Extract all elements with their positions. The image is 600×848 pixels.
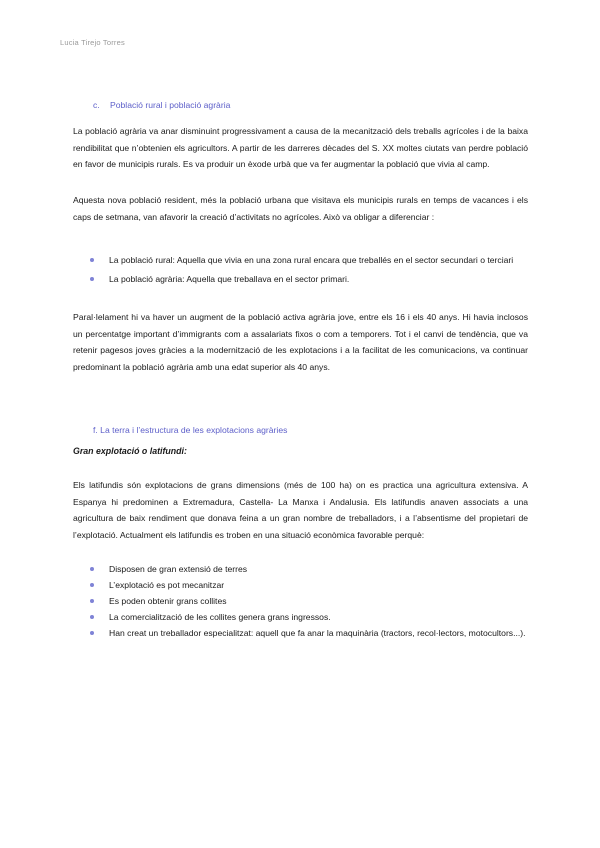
bullet-icon xyxy=(90,277,94,281)
bullet-list xyxy=(73,252,528,287)
bullet-list xyxy=(73,561,528,641)
paragraph: La població agrària va anar disminuint progressivament a causa de la mecanització dels treballs agrícoles i de la baixa rendibilitat que n’obtenien els agricultors. A partir de les darreres dècades del S. XX moltes ciutats van perdre població en favor de municipis rurals. Es va produir un èxode urbà que va fer augmentar la població que vivia al camp. xyxy=(73,126,528,169)
bullet-icon xyxy=(90,599,94,603)
section-c-heading xyxy=(93,100,230,110)
paragraph: Els latifundis són explotacions de grans dimensions (més de 100 ha) on es practica una agricultura extensiva. A Espanya hi predominen a Extremadura, Castella- La Manxa i Andalusia. Els latifundis anaven associats a una agricultura de baix rendiment que donava feina a un gran nombre de treballadors, i a l’absentisme del propietari de l’explotació. Actualment els latifundis es troben en una situació econòmica favorable perquè: xyxy=(73,480,528,540)
list-item: Es poden obtenir grans collites xyxy=(73,593,528,609)
section-c-letter: c. xyxy=(93,100,100,110)
bullet-icon xyxy=(90,583,94,587)
bullet-icon xyxy=(90,258,94,262)
subheading: Gran explotació o latifundi: xyxy=(73,446,187,456)
paragraph: Aquesta nova població resident, més la població urbana que visitava els municipis rurals en temps de vacances i els caps de setmana, van afavorir la creació d’activitats no agrícoles. Això va obligar a diferenciar : xyxy=(73,195,528,222)
list-item: Disposen de gran extensió de terres xyxy=(73,561,528,577)
list-item: La població rural: Aquella que vivia en una zona rural encara que treballés en el sector secundari o terciari xyxy=(73,252,528,268)
bullet-icon xyxy=(90,615,94,619)
bullet-icon xyxy=(90,631,94,635)
list-item: La comercialització de les collites genera grans ingressos. xyxy=(73,609,528,625)
section-c-title: Població rural i població agrària xyxy=(110,100,231,110)
list-item: La població agrària: Aquella que treballava en el sector primari. xyxy=(73,271,528,287)
section-f-heading: f. La terra i l’estructura de les explotacions agràries xyxy=(93,425,288,435)
page-header-author: Lucia Tirejo Torres xyxy=(60,38,125,47)
bullet-icon xyxy=(90,567,94,571)
paragraph: Paral·lelament hi va haver un augment de la població activa agrària jove, entre els 16 i els 40 anys. Hi havia inclosos un percentatge important d’immigrants com a assalariats fixos o com a temporers. Tot i el canvi de tendència, que va retenir pagesos joves gràcies a la modernització de les explotacions i a la facilitat de les comunicacions, va continuar predominant la població agrària amb una edat superior als 40 anys. xyxy=(73,312,528,372)
list-item: L’explotació es pot mecanitzar xyxy=(73,577,528,593)
list-item: Han creat un treballador especialitzat: aquell que fa anar la maquinària (tractors, recol·lectors, motocultors...). xyxy=(73,625,528,641)
